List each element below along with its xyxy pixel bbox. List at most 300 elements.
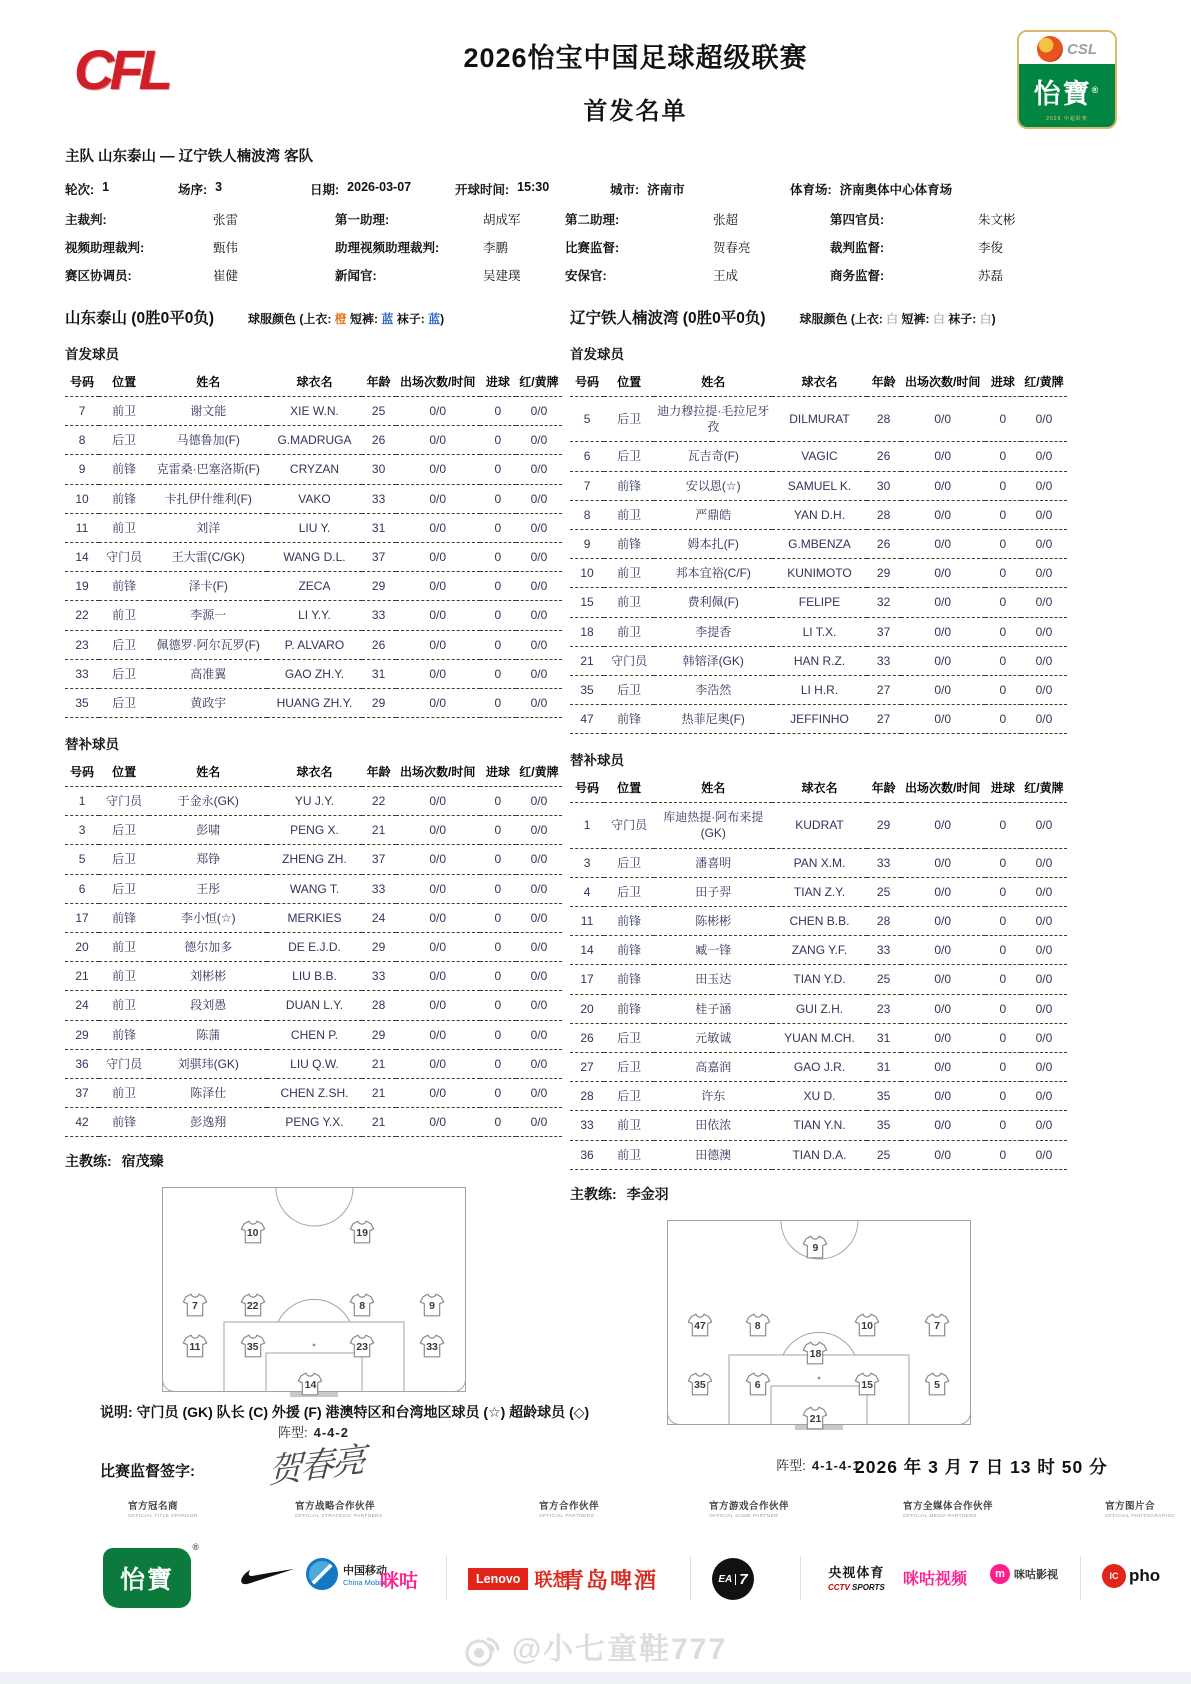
player-number: 10 [570, 559, 604, 588]
player-age: 22 [362, 787, 396, 816]
player-age: 23 [867, 994, 901, 1023]
player-position: 前卫 [99, 397, 149, 426]
player-number: 5 [65, 845, 99, 874]
player-goals: 0 [480, 787, 516, 816]
player-cards: 0/0 [516, 688, 562, 717]
home-subs-table [65, 760, 562, 1137]
player-jersey-name: DE E.J.D. [267, 933, 361, 962]
official-pair: 赛区协调员: 崔健 [65, 269, 239, 283]
player-cards: 0/0 [516, 572, 562, 601]
player-name: 刘彬彬 [149, 962, 267, 991]
officials-row [65, 266, 1191, 284]
player-row [570, 936, 1067, 965]
player-jersey-name: KUDRAT [772, 803, 866, 848]
player-number: 15 [570, 588, 604, 617]
player-row [65, 601, 562, 630]
home-formation-value: 4-4-2 [313, 1425, 349, 1441]
player-position: 前锋 [99, 1020, 149, 1049]
player-name: 李小恒(☆) [149, 903, 267, 932]
player-row [570, 559, 1067, 588]
player-jersey-name: DILMURAT [772, 397, 866, 442]
column-header: 出场次数/时间 [901, 776, 985, 803]
player-name: 桂子涵 [654, 994, 772, 1023]
player-name: 刘洋 [149, 513, 267, 542]
player-number: 26 [570, 1023, 604, 1052]
player-cards: 0/0 [1021, 529, 1067, 558]
player-age: 21 [362, 1049, 396, 1078]
migu-video-logo: 咪咕视频 [903, 1571, 968, 1588]
away-team-head [570, 306, 1067, 328]
player-age: 33 [867, 848, 901, 877]
player-goals: 0 [985, 529, 1021, 558]
player-cards: 0/0 [1021, 1052, 1067, 1081]
player-cards: 0/0 [516, 542, 562, 571]
player-number: 19 [65, 572, 99, 601]
column-header: 位置 [604, 370, 654, 397]
player-goals: 0 [985, 1111, 1021, 1140]
watermark: @小七童鞋777 [0, 1624, 1191, 1668]
pitch-jersey-15: 15 [854, 1372, 880, 1396]
pitch-jersey-7: 7 [924, 1313, 950, 1337]
player-cards: 0/0 [516, 1049, 562, 1078]
player-apps: 0/0 [901, 1082, 985, 1111]
player-apps: 0/0 [901, 803, 985, 848]
player-goals: 0 [985, 1023, 1021, 1052]
player-number: 9 [65, 455, 99, 484]
player-row [65, 874, 562, 903]
player-number: 47 [570, 705, 604, 734]
player-name: 彭啸 [149, 816, 267, 845]
player-age: 25 [867, 877, 901, 906]
player-position: 前锋 [604, 936, 654, 965]
player-cards: 0/0 [516, 1108, 562, 1137]
player-cards: 0/0 [516, 1078, 562, 1107]
player-jersey-name: YAN D.H. [772, 500, 866, 529]
player-goals: 0 [480, 1049, 516, 1078]
player-jersey-name: XU D. [772, 1082, 866, 1111]
official-pair: 第二助理: 张超 [565, 213, 739, 227]
player-number: 14 [65, 542, 99, 571]
player-goals: 0 [480, 962, 516, 991]
column-header: 号码 [570, 776, 604, 803]
player-row [570, 675, 1067, 704]
player-row [65, 962, 562, 991]
player-position: 前卫 [604, 500, 654, 529]
player-age: 31 [362, 513, 396, 542]
player-number: 11 [65, 513, 99, 542]
player-cards: 0/0 [516, 845, 562, 874]
logo-divider [1080, 1556, 1081, 1600]
column-header: 号码 [65, 370, 99, 397]
player-name: 段刘愚 [149, 991, 267, 1020]
pitch-jersey-18: 18 [802, 1341, 828, 1365]
player-row [65, 1049, 562, 1078]
player-jersey-name: LIU Y. [267, 513, 361, 542]
player-number: 4 [570, 877, 604, 906]
player-position: 后卫 [99, 816, 149, 845]
player-jersey-name: PENG X. [267, 816, 361, 845]
player-apps: 0/0 [901, 965, 985, 994]
player-age: 28 [867, 500, 901, 529]
player-age: 29 [362, 572, 396, 601]
player-cards: 0/0 [1021, 1082, 1067, 1111]
player-name: 臧一锋 [654, 936, 772, 965]
away-coach-line: 主教练: 李金羽 [570, 1185, 669, 1202]
player-position: 后卫 [604, 877, 654, 906]
player-cards: 0/0 [516, 601, 562, 630]
player-jersey-name: CHEN B.B. [772, 907, 866, 936]
player-row [570, 500, 1067, 529]
player-name: 李源一 [149, 601, 267, 630]
player-position: 后卫 [604, 1052, 654, 1081]
column-header: 球衣名 [267, 370, 361, 397]
player-number: 8 [570, 500, 604, 529]
player-cards: 0/0 [516, 874, 562, 903]
player-row [65, 397, 562, 426]
official-pair: 裁判监督: 李俊 [830, 241, 1004, 255]
column-header: 红/黄牌 [516, 370, 562, 397]
away-coach-name: 李金羽 [626, 1185, 669, 1202]
pitch-jersey-8: 8 [349, 1293, 375, 1317]
player-goals: 0 [985, 705, 1021, 734]
pitch-jersey-19: 19 [349, 1220, 375, 1244]
column-header: 进球 [480, 370, 516, 397]
away-socks-color: 白 [979, 312, 992, 326]
player-age: 33 [362, 484, 396, 513]
home-team-head [65, 306, 562, 328]
player-row [570, 588, 1067, 617]
player-goals: 0 [985, 559, 1021, 588]
player-name: 陈泽仕 [149, 1078, 267, 1107]
player-position: 前卫 [604, 588, 654, 617]
player-goals: 0 [480, 426, 516, 455]
home-shorts-color: 蓝 [381, 312, 394, 326]
sponsor-category: 官方全媒体合作伙伴 OFFICIAL MEDIA PARTNERS [903, 1501, 994, 1519]
player-jersey-name: G.MADRUGA [267, 426, 361, 455]
official-pair: 比赛监督: 贺春亮 [565, 241, 751, 255]
player-goals: 0 [480, 630, 516, 659]
player-age: 28 [867, 907, 901, 936]
player-apps: 0/0 [901, 1023, 985, 1052]
match-info-item: 城市: 济南市 [610, 183, 685, 197]
player-number: 37 [65, 1078, 99, 1107]
player-jersey-name: VAKO [267, 484, 361, 513]
player-goals: 0 [480, 601, 516, 630]
match-info-item: 日期: 2026-03-07 [310, 180, 412, 197]
player-position: 守门员 [99, 787, 149, 816]
pitch-jersey-33: 33 [419, 1334, 445, 1358]
player-apps: 0/0 [901, 588, 985, 617]
player-goals: 0 [480, 933, 516, 962]
player-apps: 0/0 [901, 675, 985, 704]
player-age: 33 [362, 874, 396, 903]
player-name: 克雷桑·巴塞洛斯(F) [149, 455, 267, 484]
logo-divider [690, 1556, 691, 1600]
sponsor-category: 官方战略合作伙伴 OFFICIAL STRATEGIC PARTNERS [295, 1501, 383, 1519]
header [0, 0, 1191, 129]
player-apps: 0/0 [396, 542, 480, 571]
player-cards: 0/0 [516, 630, 562, 659]
player-goals: 0 [985, 1082, 1021, 1111]
player-goals: 0 [480, 903, 516, 932]
player-position: 前锋 [99, 1108, 149, 1137]
away-formation-label: 阵型: 4-1-4-1 [776, 1457, 861, 1473]
player-apps: 0/0 [396, 455, 480, 484]
table-header-row [570, 370, 1067, 397]
player-name: 郑铮 [149, 845, 267, 874]
csl-badge-top [1019, 32, 1115, 64]
home-starters-table [65, 370, 562, 718]
player-apps: 0/0 [396, 1108, 480, 1137]
player-apps: 0/0 [396, 845, 480, 874]
registered-mark: ® [192, 1542, 201, 1552]
player-apps: 0/0 [396, 1078, 480, 1107]
player-row [65, 1108, 562, 1137]
player-jersey-name: G.MBENZA [772, 529, 866, 558]
player-row [570, 471, 1067, 500]
signature-datetime: 2026 年 3 月 7 日 13 时 50 分 [855, 1457, 1108, 1477]
column-header: 球衣名 [772, 776, 866, 803]
column-header: 号码 [570, 370, 604, 397]
sponsor-category: 官方图片合 OFFICIAL PHOTOGRAPHIC [1105, 1501, 1175, 1519]
player-number: 20 [570, 994, 604, 1023]
player-cards: 0/0 [1021, 848, 1067, 877]
official-pair: 第一助理: 胡成军 [335, 213, 521, 227]
home-coach-line: 主教练: 宿茂臻 [65, 1153, 164, 1170]
player-apps: 0/0 [396, 1020, 480, 1049]
player-jersey-name: JEFFINHO [772, 705, 866, 734]
player-age: 25 [867, 1140, 901, 1169]
player-age: 29 [362, 1020, 396, 1049]
player-row [65, 659, 562, 688]
player-jersey-name: GAO J.R. [772, 1052, 866, 1081]
player-jersey-name: LI T.X. [772, 617, 866, 646]
player-age: 28 [362, 991, 396, 1020]
column-header: 姓名 [149, 760, 267, 787]
player-jersey-name: LIU B.B. [267, 962, 361, 991]
away-formation-value: 4-1-4-1 [811, 1457, 861, 1473]
player-age: 26 [362, 426, 396, 455]
column-header: 年龄 [362, 370, 396, 397]
player-number: 11 [570, 907, 604, 936]
player-apps: 0/0 [901, 442, 985, 471]
player-row [570, 907, 1067, 936]
player-name: 田玉达 [654, 965, 772, 994]
supervisor-signature: 贺春亮 [267, 1441, 364, 1492]
player-age: 33 [362, 962, 396, 991]
player-cards: 0/0 [516, 426, 562, 455]
player-apps: 0/0 [396, 874, 480, 903]
player-number: 1 [65, 787, 99, 816]
player-position: 前卫 [604, 1111, 654, 1140]
player-name: 库迪热提·阿布来提(GK) [654, 803, 772, 848]
player-number: 36 [65, 1049, 99, 1078]
player-name: 安以恩(☆) [654, 471, 772, 500]
player-number: 10 [65, 484, 99, 513]
away-kit-colors: 球服颜色 (上衣: 白 短裤: 白 袜子: 白) [799, 312, 996, 326]
player-goals: 0 [985, 1052, 1021, 1081]
away-subs-table [570, 776, 1067, 1169]
column-header: 年龄 [867, 776, 901, 803]
official-pair: 安保官: 王成 [565, 269, 739, 283]
home-team-name: 山东泰山 (0胜0平0负) [65, 310, 214, 327]
player-age: 25 [362, 397, 396, 426]
player-position: 后卫 [604, 1082, 654, 1111]
player-goals: 0 [985, 646, 1021, 675]
player-age: 32 [867, 588, 901, 617]
player-apps: 0/0 [396, 601, 480, 630]
player-cards: 0/0 [1021, 705, 1067, 734]
sponsor-category: 官方冠名商 OFFICIAL TITLE SPONSOR [128, 1501, 198, 1519]
player-cards: 0/0 [1021, 675, 1067, 704]
player-name: 马德鲁加(F) [149, 426, 267, 455]
player-position: 后卫 [99, 659, 149, 688]
player-apps: 0/0 [901, 1140, 985, 1169]
player-name: 费利佩(F) [654, 588, 772, 617]
player-jersey-name: GUI Z.H. [772, 994, 866, 1023]
pitch-jersey-23: 23 [349, 1334, 375, 1358]
player-name: 高准翼 [149, 659, 267, 688]
player-cards: 0/0 [516, 484, 562, 513]
player-apps: 0/0 [901, 936, 985, 965]
home-coach-name: 宿茂臻 [121, 1153, 164, 1170]
player-row [65, 572, 562, 601]
match-info-item: 体育场: 济南奥体中心体育场 [790, 183, 953, 197]
column-header: 姓名 [149, 370, 267, 397]
player-age: 35 [867, 1111, 901, 1140]
player-apps: 0/0 [396, 688, 480, 717]
player-goals: 0 [985, 803, 1021, 848]
player-age: 37 [362, 845, 396, 874]
player-cards: 0/0 [1021, 994, 1067, 1023]
player-age: 26 [362, 630, 396, 659]
match-info-row [65, 180, 1191, 198]
player-number: 1 [570, 803, 604, 848]
nike-swoosh-icon [237, 1568, 295, 1595]
player-goals: 0 [985, 471, 1021, 500]
player-position: 后卫 [99, 874, 149, 903]
player-number: 18 [570, 617, 604, 646]
column-header: 位置 [604, 776, 654, 803]
player-apps: 0/0 [901, 705, 985, 734]
player-number: 33 [570, 1111, 604, 1140]
player-row [65, 542, 562, 571]
player-position: 前锋 [99, 484, 149, 513]
player-row [65, 991, 562, 1020]
player-jersey-name: XIE W.N. [267, 397, 361, 426]
official-pair: 主裁判: 张雷 [65, 213, 239, 227]
player-goals: 0 [480, 542, 516, 571]
pitch-jersey-14: 14 [297, 1372, 323, 1396]
player-goals: 0 [480, 845, 516, 874]
player-apps: 0/0 [396, 572, 480, 601]
player-apps: 0/0 [396, 903, 480, 932]
player-number: 14 [570, 936, 604, 965]
home-kit-colors: 球服颜色 (上衣: 橙 短裤: 蓝 袜子: 蓝) [248, 312, 445, 326]
player-jersey-name: LIU Q.W. [267, 1049, 361, 1078]
player-goals: 0 [480, 1020, 516, 1049]
player-age: 33 [867, 646, 901, 675]
player-apps: 0/0 [396, 816, 480, 845]
player-position: 守门员 [604, 646, 654, 675]
player-age: 33 [867, 936, 901, 965]
column-header: 红/黄牌 [1021, 370, 1067, 397]
player-name: 佩德罗·阿尔瓦罗(F) [149, 630, 267, 659]
player-number: 35 [65, 688, 99, 717]
player-apps: 0/0 [901, 471, 985, 500]
player-name: 许东 [654, 1082, 772, 1111]
player-row [570, 877, 1067, 906]
player-name: 韩镕泽(GK) [654, 646, 772, 675]
player-row [65, 484, 562, 513]
player-goals: 0 [480, 397, 516, 426]
player-name: 王大雷(C/GK) [149, 542, 267, 571]
player-position: 后卫 [99, 688, 149, 717]
yibao-logo: 怡寶 ® [103, 1548, 191, 1608]
player-apps: 0/0 [901, 907, 985, 936]
lenovo-logo: Lenovo 联想 [468, 1566, 570, 1592]
player-goals: 0 [480, 874, 516, 903]
column-header: 红/黄牌 [516, 760, 562, 787]
player-name: 田德澳 [654, 1140, 772, 1169]
column-header: 进球 [985, 370, 1021, 397]
player-number: 36 [570, 1140, 604, 1169]
home-subs-label: 替补球员 [65, 737, 119, 753]
player-number: 7 [65, 397, 99, 426]
player-row [65, 426, 562, 455]
player-goals: 0 [480, 572, 516, 601]
player-cards: 0/0 [1021, 559, 1067, 588]
player-jersey-name: GAO ZH.Y. [267, 659, 361, 688]
away-team-section [570, 306, 1067, 1474]
player-jersey-name: KUNIMOTO [772, 559, 866, 588]
match-info-item: 轮次: 1 [65, 180, 110, 197]
csl-ball-icon [1037, 36, 1063, 62]
player-cards: 0/0 [1021, 877, 1067, 906]
player-goals: 0 [480, 1078, 516, 1107]
player-number: 35 [570, 675, 604, 704]
player-position: 前锋 [99, 903, 149, 932]
column-header: 球衣名 [267, 760, 361, 787]
player-apps: 0/0 [901, 994, 985, 1023]
player-cards: 0/0 [1021, 1023, 1067, 1052]
player-row [65, 845, 562, 874]
player-apps: 0/0 [901, 646, 985, 675]
player-age: 31 [867, 1052, 901, 1081]
player-apps: 0/0 [901, 500, 985, 529]
player-cards: 0/0 [1021, 617, 1067, 646]
player-name: 谢文能 [149, 397, 267, 426]
player-cards: 0/0 [516, 455, 562, 484]
player-jersey-name: CRYZAN [267, 455, 361, 484]
player-row [65, 933, 562, 962]
player-row [570, 848, 1067, 877]
player-name: 邦本宜裕(C/F) [654, 559, 772, 588]
player-jersey-name: CHEN P. [267, 1020, 361, 1049]
csl-season: 2026 中超联赛 [1019, 113, 1115, 127]
player-goals: 0 [985, 500, 1021, 529]
pitch-jersey-8: 8 [745, 1313, 771, 1337]
player-goals: 0 [985, 907, 1021, 936]
table-header-row [65, 370, 562, 397]
matchup-line: 主队 山东泰山 — 辽宁铁人楠波湾 客队 [65, 149, 314, 165]
player-number: 27 [570, 1052, 604, 1081]
player-position: 后卫 [99, 630, 149, 659]
player-age: 21 [362, 1108, 396, 1137]
player-row [570, 1140, 1067, 1169]
player-row [65, 688, 562, 717]
player-jersey-name: P. ALVARO [267, 630, 361, 659]
